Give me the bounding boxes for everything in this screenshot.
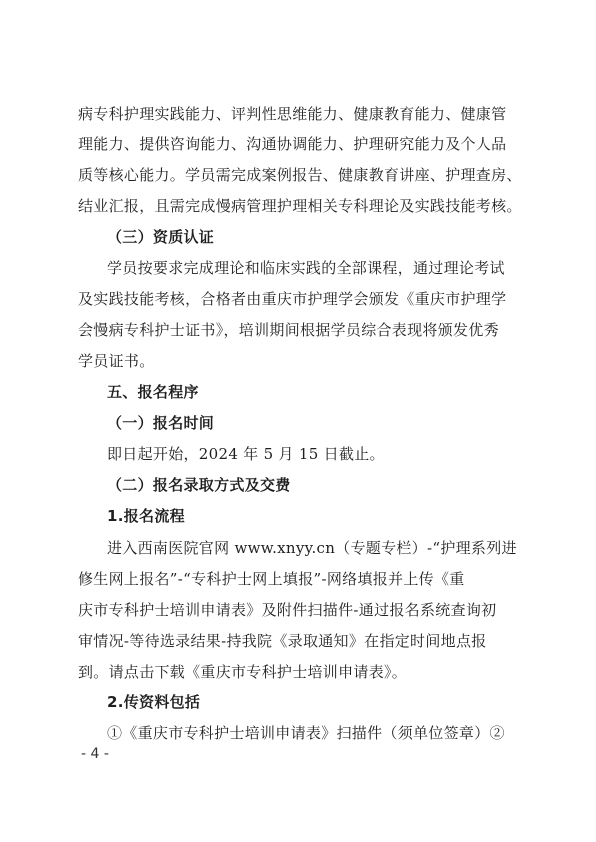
paragraph-line: 及实践技能考核，合格者由重庆市护理学会颁发《重庆市护理学: [78, 290, 507, 308]
paragraph-line: 学员按要求完成理论和临床实践的全部课程，通过理论考试: [107, 259, 505, 277]
subsection-heading: （二）报名录取方式及交费: [107, 476, 291, 494]
subsection-heading: 1.报名流程: [107, 507, 185, 525]
paragraph-line: 理能力、提供咨询能力、沟通协调能力、护理研究能力及个人品: [78, 135, 507, 153]
section-heading: 五、报名程序: [107, 383, 199, 401]
page-number: - 4 -: [81, 746, 109, 762]
paragraph-line: ①《重庆市专科护士培训申请表》扫描件（须单位签章）②: [107, 724, 505, 742]
paragraph-line: 即日起开始，2024 年 5 月 15 日截止。: [107, 445, 385, 463]
paragraph-line: 病专科护理实践能力、评判性思维能力、健康教育能力、健康管: [78, 105, 507, 123]
paragraph-line: 审情况-等待选录结果-持我院《录取通知》在指定时间地点报: [78, 632, 487, 650]
subsection-heading: 2.传资料包括: [107, 693, 201, 711]
paragraph-line: 庆市专科护士培训申请表》及附件扫描件-通过报名系统查询初: [78, 601, 497, 619]
paragraph-line: 修生网上报名”-“专科护士网上填报”-网络填报并上传《重: [78, 570, 465, 588]
paragraph-line: 质等核心能力。学员需完成案例报告、健康教育讲座、护理查房、: [78, 166, 522, 184]
paragraph-line: 学员证书。: [78, 352, 155, 370]
paragraph-line: 会慢病专科护士证书》，培训期间根据学员综合表现将颁发优秀: [78, 321, 499, 339]
paragraph-line: 进入西南医院官网 www.xnyy.cn（专题专栏）-“护理系列进: [107, 539, 517, 557]
paragraph-line: 到。请点击下载《重庆市专科护士培训申请表》。: [78, 663, 408, 681]
subsection-heading: （一）报名时间: [107, 414, 215, 432]
subsection-heading: （三）资质认证: [107, 228, 215, 246]
paragraph-line: 结业汇报，且需完成慢病管理护理相关专科理论及实践技能考核。: [78, 197, 522, 215]
